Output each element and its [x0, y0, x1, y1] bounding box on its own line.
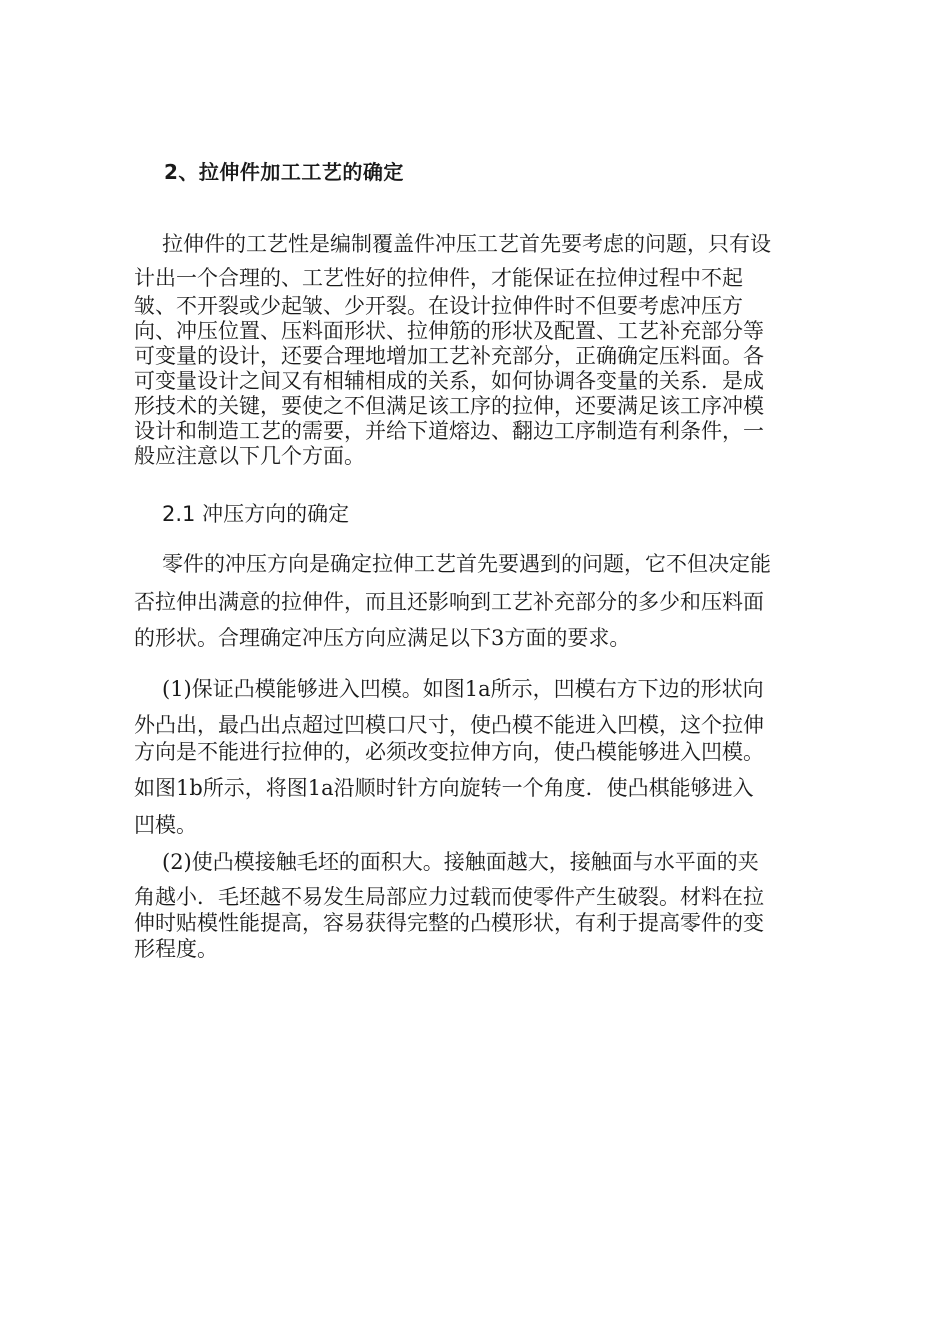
subsection-number: 2.1: [162, 502, 196, 526]
paragraph-line: (1)保证凸模能够进入凹模。如图1a所示，凹模右方下边的形状向: [162, 677, 764, 701]
paragraph-line: 可变量设计之间又有相辅相成的关系，如何协调各变量的关系．是成: [134, 369, 764, 393]
section-heading: 2、拉伸件加工工艺的确定: [164, 160, 404, 184]
paragraph-line: 向、冲压位置、压料面形状、拉伸筋的形状及配置、工艺补充部分等: [134, 319, 764, 343]
paragraph-line: 角越小．毛坯越不易发生局部应力过载而使零件产生破裂。材料在拉: [134, 885, 764, 909]
paragraph-line: 可变量的设计，还要合理地增加工艺补充部分，正确确定压料面。各: [134, 344, 764, 368]
paragraph-line: 外凸出，最凸出点超过凹模口尺寸，使凸模不能进入凹模，这个拉伸: [134, 713, 764, 737]
paragraph-line: 般应注意以下几个方面。: [134, 444, 365, 468]
paragraph-line: 拉伸件的工艺性是编制覆盖件冲压工艺首先要考虑的问题，只有设: [162, 232, 771, 256]
paragraph-line: 形技术的关键，要使之不但满足该工序的拉伸，还要满足该工序冲模: [134, 394, 764, 418]
paragraph-line: 伸时贴模性能提高，容易获得完整的凸模形状，有利于提高零件的变: [134, 911, 764, 935]
paragraph-line: 方向是不能进行拉伸的，必须改变拉伸方向，使凸模能够进入凹模。: [134, 740, 764, 764]
paragraph-line: 凹模。: [134, 813, 197, 837]
paragraph-line: 设计和制造工艺的需要，并给下道熔边、翻边工序制造有利条件，一: [134, 419, 764, 443]
paragraph-line: 形程度。: [134, 937, 218, 961]
paragraph-line: 零件的冲压方向是确定拉伸工艺首先要遇到的问题，它不但决定能: [162, 552, 771, 576]
subsection-title: 冲压方向的确定: [202, 502, 350, 526]
paragraph-line: 计出一个合理的、工艺性好的拉伸件，才能保证在拉伸过程中不起: [134, 266, 743, 290]
paragraph-line: 如图1b所示，将图1a沿顺时针方向旋转一个角度．使凸棋能够进入: [134, 776, 754, 800]
paragraph-line: 否拉伸出满意的拉伸件，而且还影响到工艺补充部分的多少和压料面: [134, 590, 764, 614]
paragraph-line: (2)使凸模接触毛坯的面积大。接触面越大，接触面与水平面的夹: [162, 850, 759, 874]
paragraph-line: 皱、不开裂或少起皱、少开裂。在设计拉伸件时不但要考虑冲压方: [134, 294, 743, 318]
paragraph-line: 的形状。合理确定冲压方向应满足以下3方面的要求。: [134, 626, 631, 650]
subsection-heading: [162, 504, 349, 525]
